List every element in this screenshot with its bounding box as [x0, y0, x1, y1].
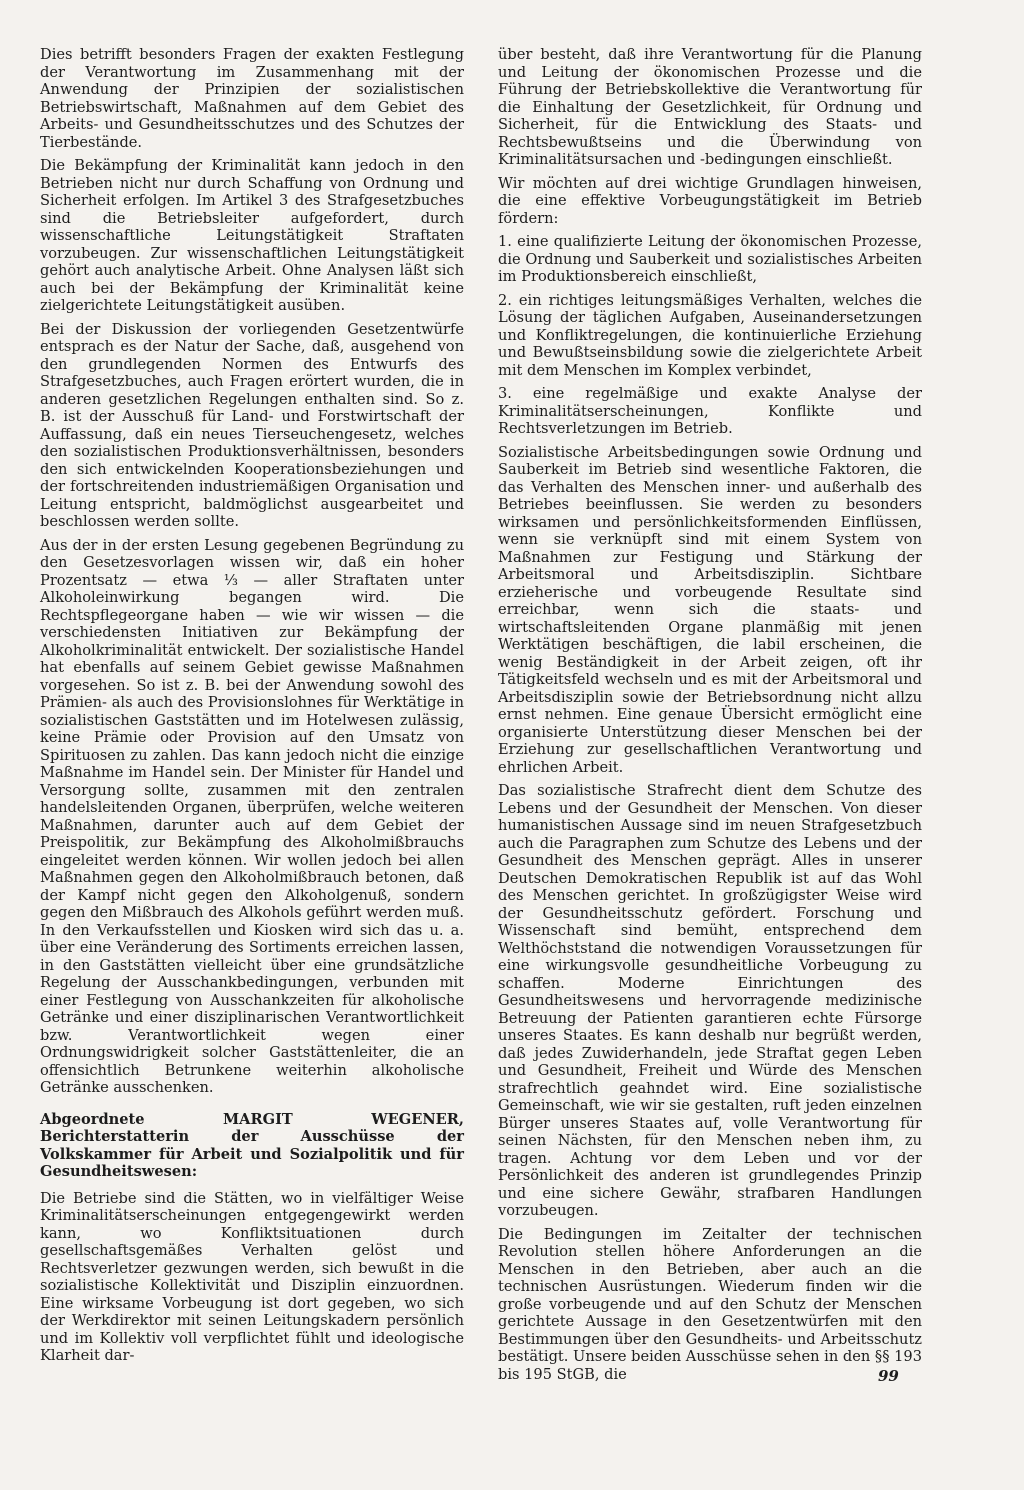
list-item: 3. eine regelmäßige und exakte Analyse der Kriminalitätserscheinungen, Konflikte und Rechtsverletzungen im Betrieb.: [498, 385, 922, 437]
paragraph: Das sozialistische Strafrecht dient dem Schutze des Lebens und der Gesundheit der Menschen. Von dieser humanistischen Aussage sind im neuen Strafgesetzbuch auch die Paragraphen zum Schutze des Lebens und der Gesundheit des Menschen geprägt. Alles in unserer Deutschen Demokratischen Republik ist auf das Wohl des Menschen gerichtet. In großzügigster Weise wird der Gesundheitsschutz gefördert. Forschung und Wissenschaft sind bemüht, entsprechend dem Welthöchststand die notwendigen Voraussetzungen für eine wirkungsvolle gesundheitliche Vorbeugung zu schaffen. Moderne Einrichtungen des Gesundheitswesens und hervorragende medizinische Betreuung der Patienten garantieren echte Fürsorge unseres Staates. Es kann deshalb nur begrüßt werden, daß jedes Zuwiderhandeln, jede Straftat gegen Leben und Gesundheit, Freiheit und Würde des Menschen strafrechtlich geahndet wird. Eine sozialistische Gemeinschaft, wie wir sie gestalten, ruft jeden einzelnen Bürger unseres Staates auf, volle Verantwortung für seinen Nächsten, für den Menschen neben ihm, zu tragen. Achtung vor dem Leben und vor der Persönlichkeit des anderen ist grundlegendes Prinzip und eine sichere Gewähr, strafbaren Handlungen vorzubeugen.: [498, 782, 922, 1219]
list-item: 2. ein richtiges leitungsmäßiges Verhalten, welches die Lösung der täglichen Aufgaben, Auseinandersetzungen und Konfliktregelungen, die kontinuierliche Erziehung und Bewußtseinsbildung sowie die zielgerichtete Arbeit mit dem Menschen im Komplex verbindet,: [498, 291, 922, 379]
paragraph: Bei der Diskussion der vorliegenden Gesetzentwürfe entsprach es der Natur der Sache, daß, ausgehend von den grundlegenden Normen des Entwurfs des Strafgesetzbuches, auch Fragen erörtert wurden, die in anderen gesetzlichen Regelungen enthalten sind. So z. B. ist der Ausschuß für Land- und Forstwirtschaft der Auffassung, daß ein neues Tierseuchengesetz, welches den sozialistischen Produktionsverhältnissen, besonders den sich entwickelnden Kooperationsbeziehungen und der fortschreitenden industriemäßigen Organisation und Leitung entspricht, baldmöglichst ausgearbeitet und beschlossen werden sollte.: [40, 320, 464, 530]
speaker-heading: Abgeordnete MARGIT WEGENER, Berichterstatterin der Ausschüsse der Volkskammer für Arbeit und Sozialpolitik und für Gesundheitswesen:: [40, 1110, 464, 1180]
paragraph: Aus der in der ersten Lesung gegebenen Begründung zu den Gesetzesvorlagen wissen wir, daß ein hoher Prozentsatz — etwa ⅓ — aller Straftaten unter Alkoholeinwirkung begangen wird. Die Rechtspflegeorgane haben — wie wir wissen — die verschiedensten Initiativen zur Bekämpfung der Alkoholkriminalität entwickelt. Der sozialistische Handel hat ebenfalls auf seinem Gebiet gewisse Maßnahmen vorgesehen. So ist z. B. bei der Anwendung sowohl des Prämien- als auch des Provisionslohnes für Werktätige in sozialistischen Gaststätten und im Hotelwesen zulässig, keine Prämie oder Provision auf den Umsatz von Spirituosen zu zahlen. Das kann jedoch nicht die einzige Maßnahme im Handel sein. Der Minister für Handel und Versorgung sollte, zusammen mit den zentralen handelsleitenden Organen, überprüfen, welche weiteren Maßnahmen, darunter auch auf dem Gebiet der Preispolitik, zur Bekämpfung des Alkoholmißbrauchs eingeleitet werden können. Wir wollen jedoch bei allen Maßnahmen gegen den Alkoholmißbrauch betonen, daß der Kampf nicht gegen den Alkoholgenuß, sondern gegen den Mißbrauch des Alkohols geführt werden muß. In den Verkaufsstellen und Kiosken wird sich das u. a. über eine Veränderung des Sortiments erreichen lassen, in den Gaststätten vielleicht über eine grundsätzliche Regelung der Ausschankbedingungen, verbunden mit einer Festlegung von Ausschankzeiten für alkoholische Getränke und einer disziplinarischen Verantwortlichkeit bzw. Verantwortlichkeit wegen einer Ordnungswidrigkeit solcher Gaststättenleiter, die an offensichtlich Betrunkene weiterhin alkoholische Getränke ausschenken.: [40, 536, 464, 1096]
paragraph: über besteht, daß ihre Verantwortung für die Planung und Leitung der ökonomischen Prozesse und die Führung der Betriebskollektive die Verantwortung für die Einhaltung der Gesetzlichkeit, für Ordnung und Sicherheit, für die Entwicklung des Staats- und Rechtsbewußtseins und die Überwindung von Kriminalitätsursachen und -bedingungen einschließt.: [498, 46, 922, 168]
paragraph: Wir möchten auf drei wichtige Grundlagen hinweisen, die eine effektive Vorbeugungstätigkeit im Betrieb fördern:: [498, 174, 922, 227]
paragraph: Die Betriebe sind die Stätten, wo in vielfältiger Weise Kriminalitätserscheinungen entgegengewirkt werden kann, wo Konfliktsituationen durch gesellschaftsgemäßes Verhalten gelöst und Rechtsverletzer gezwungen werden, sich bewußt in die sozialistische Kollektivität und Disziplin einzuordnen. Eine wirksame Vorbeugung ist dort gegeben, wo sich der Werkdirektor mit seinen Leitungskadern persönlich und im Kollektiv voll verpflichtet fühlt und ideologische Klarheit dar-: [40, 1189, 464, 1364]
paragraph: Die Bedingungen im Zeitalter der technischen Revolution stellen höhere Anforderungen an die Menschen in den Betrieben, aber auch an die technischen Ausrüstungen. Wiederum finden wir die große vorbeugende und auf den Schutz der Menschen gerichtete Aussage in den Gesetzentwürfen mit den Bestimmungen über den Gesundheits- und Arbeitsschutz bestätigt. Unsere beiden Ausschüsse sehen in den §§ 193 bis 195 StGB, die: [498, 1225, 922, 1383]
paragraph: Dies betrifft besonders Fragen der exakten Festlegung der Verantwortung im Zusammenhang mit der Anwendung der Prinzipien der sozialistischen Betriebswirtschaft, Maßnahmen auf dem Gebiet des Arbeits- und Gesundheitsschutzes und des Schutzes der Tierbestände.: [40, 46, 464, 151]
right-column: [498, 46, 922, 1389]
page-number: 99: [878, 1367, 899, 1385]
list-item: 1. eine qualifizierte Leitung der ökonomischen Prozesse, die Ordnung und Sauberkeit und sozialistisches Arbeiten im Produktionsbereich einschließt,: [498, 233, 922, 285]
paragraph: Die Bekämpfung der Kriminalität kann jedoch in den Betrieben nicht nur durch Schaffung von Ordnung und Sicherheit erfolgen. Im Artikel 3 des Strafgesetzbuches sind die Betriebsleiter aufgefordert, durch wissenschaftliche Leitungstätigkeit Straftaten vorzubeugen. Zur wissenschaftlichen Leitungstätigkeit gehört auch analytische Arbeit. Ohne Analysen läßt sich auch bei der Bekämpfung der Kriminalität keine zielgerichtete Leitungstätigkeit ausüben.: [40, 157, 464, 314]
paragraph: Sozialistische Arbeitsbedingungen sowie Ordnung und Sauberkeit im Betrieb sind wesentliche Faktoren, die das Verhalten des Menschen inner- und außerhalb des Betriebes beeinflussen. Sie werden zu besonders wirksamen und persönlichkeitsformenden Einflüssen, wenn sie verknüpft sind mit einem System von Maßnahmen zur Festigung und Stärkung der Arbeitsmoral und Arbeitsdisziplin. Sichtbare erzieherische und vorbeugende Resultate sind erreichbar, wenn sich die staats- und wirtschaftsleitenden Organe planmäßig mit jenen Werktätigen beschäftigen, die labil erscheinen, die wenig Beständigkeit in der Arbeit zeigen, oft ihr Tätigkeitsfeld wechseln und es mit der Arbeitsmoral und Arbeitsdisziplin sowie der Betriebsordnung nicht allzu ernst nehmen. Eine genaue Übersicht ermöglicht eine organisierte Unterstützung dieser Menschen bei der Erziehung zur gesellschaftlichen Verantwortung und ehrlichen Arbeit.: [498, 443, 922, 776]
left-column: [40, 46, 464, 1371]
